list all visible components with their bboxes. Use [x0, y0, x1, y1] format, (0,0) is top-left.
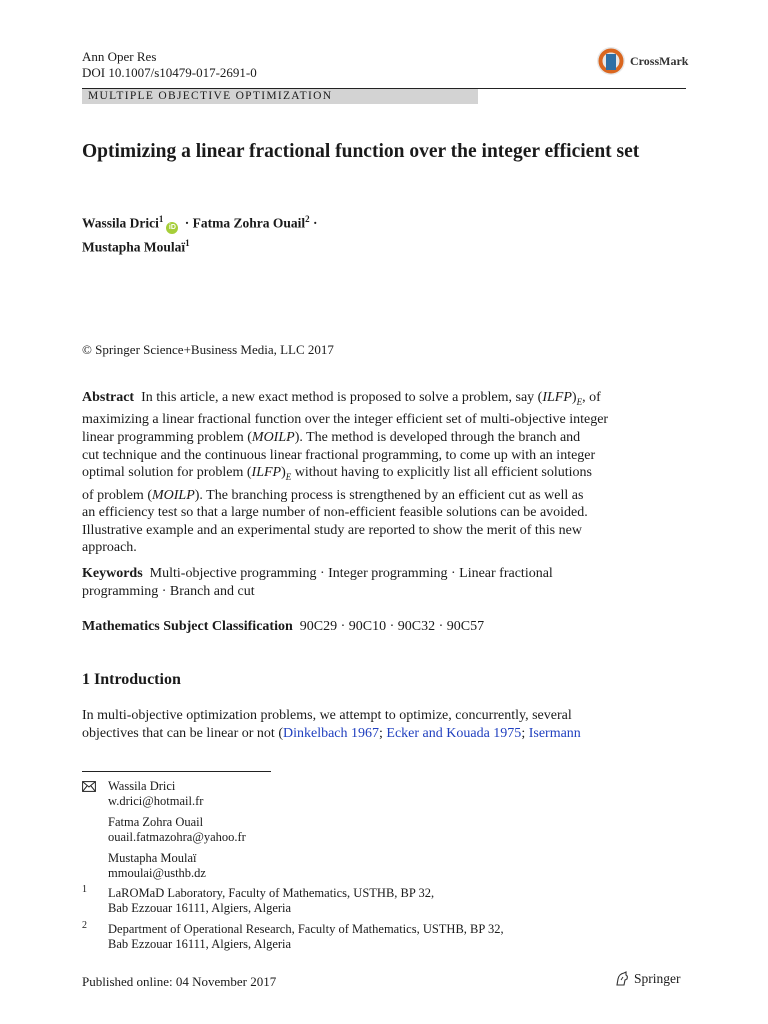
- keywords-line: Multi-objective programming · Integer programming · Linear fractional: [149, 566, 553, 581]
- citation-link[interactable]: Isermann: [528, 725, 581, 741]
- author-name[interactable]: Wassila Drici: [82, 215, 159, 231]
- contact-name: Mustapha Moulaï: [108, 851, 197, 865]
- journal-name: Ann Oper Res: [82, 49, 157, 64]
- msc-label: Mathematics Subject Classification: [82, 619, 293, 634]
- author-name[interactable]: Mustapha Moulaï: [82, 239, 186, 254]
- section-heading: 1 Introduction: [82, 671, 181, 688]
- springer-horse-icon: [614, 971, 630, 987]
- citation-link[interactable]: Ecker and Kouada 1975: [386, 725, 522, 741]
- paper-title: Optimizing a linear fractional function over the integer efficient set: [82, 141, 640, 162]
- affiliation-marker: 1: [158, 214, 164, 224]
- abstract-line: an efficiency test so that a large number of non-efficient feasible solutions can be avoided.: [82, 505, 588, 521]
- msc: [82, 618, 686, 636]
- intro-paragraph: [82, 707, 686, 742]
- footnote-rule: [82, 771, 271, 772]
- abstract-line: of problem (MOILP). The branching process is strengthened by an efficient cut as well as: [82, 487, 584, 503]
- contact-name: Wassila Drici: [108, 779, 176, 793]
- keywords-label: Keywords: [82, 566, 143, 581]
- springer-logo: [614, 971, 681, 987]
- abstract-line: approach.: [82, 540, 137, 556]
- crossmark-label: CrossMark: [630, 53, 689, 68]
- msc-codes: 90C29 · 90C10 · 90C32 · 90C57: [299, 619, 485, 634]
- contact-email[interactable]: ouail.fatmazohra@yahoo.fr: [108, 830, 246, 844]
- contact-email[interactable]: w.drici@hotmail.fr: [108, 794, 204, 808]
- keywords: [82, 565, 686, 600]
- keywords-line: programming · Branch and cut: [82, 583, 255, 599]
- affiliation-line: Department of Operational Research, Faculty of Mathematics, USTHB, BP 32,: [108, 922, 504, 936]
- affiliation-marker: 2: [305, 214, 310, 224]
- contact-name: Fatma Zohra Ouail: [108, 815, 204, 829]
- abstract-line: Illustrative example and an experimental study are reported to show the merit of this new: [82, 522, 582, 538]
- abstract-label: Abstract: [82, 390, 135, 405]
- abstract-line: maximizing a linear fractional function over the integer efficient set of multi-objective integer: [82, 412, 609, 428]
- affiliation-number: 2: [82, 920, 87, 931]
- author-name[interactable]: Fatma Zohra Ouail: [192, 215, 306, 231]
- author-list: [82, 210, 682, 256]
- abstract: [82, 389, 686, 557]
- abstract-line: cut technique and the continuous linear fractional programming, to come up with an integer: [82, 447, 596, 463]
- author-separator: ·: [313, 215, 318, 231]
- intro-line: objectives that can be linear or not (Dinkelbach 1967; Ecker and Kouada 1975; Isermann: [82, 725, 581, 741]
- abstract-line: linear programming problem (MOILP). The method is developed through the branch and: [82, 429, 581, 445]
- topic-label: MULTIPLE OBJECTIVE OPTIMIZATION: [88, 90, 333, 102]
- orcid-icon[interactable]: iD: [166, 222, 178, 234]
- affiliation-line: Bab Ezzouar 16111, Algiers, Algeria: [108, 937, 292, 951]
- copyright: © Springer Science+Business Media, LLC 2017: [82, 342, 334, 357]
- doi: DOI 10.1007/s10479-017-2691-0: [82, 65, 257, 80]
- affiliation-line: Bab Ezzouar 16111, Algiers, Algeria: [108, 901, 292, 915]
- envelope-icon: [82, 781, 96, 796]
- contact-email[interactable]: mmoulai@usthb.dz: [108, 866, 206, 880]
- crossmark-icon: [596, 46, 626, 76]
- abstract-line: optimal solution for problem $(ILFP)_E$ without having to explicitly list all efficient solutions: [82, 465, 592, 482]
- affiliation-number: 1: [82, 884, 87, 895]
- affiliation-line: LaROMaD Laboratory, Faculty of Mathematics, USTHB, BP 32,: [108, 886, 435, 900]
- abstract-line: Abstract In this article, a new exact method is proposed to solve a problem, say $(ILFP)_E$, of: [82, 390, 601, 407]
- citation-link[interactable]: Dinkelbach 1967: [282, 725, 380, 741]
- author-separator: ·: [184, 215, 190, 231]
- intro-line: In multi-objective optimization problems, we attempt to optimize, concurrently, several: [82, 708, 572, 723]
- crossmark-button[interactable]: [596, 44, 690, 78]
- published-date: Published online: 04 November 2017: [82, 974, 277, 989]
- publisher-name: Springer: [634, 971, 681, 986]
- affiliation-marker: 1: [185, 237, 190, 248]
